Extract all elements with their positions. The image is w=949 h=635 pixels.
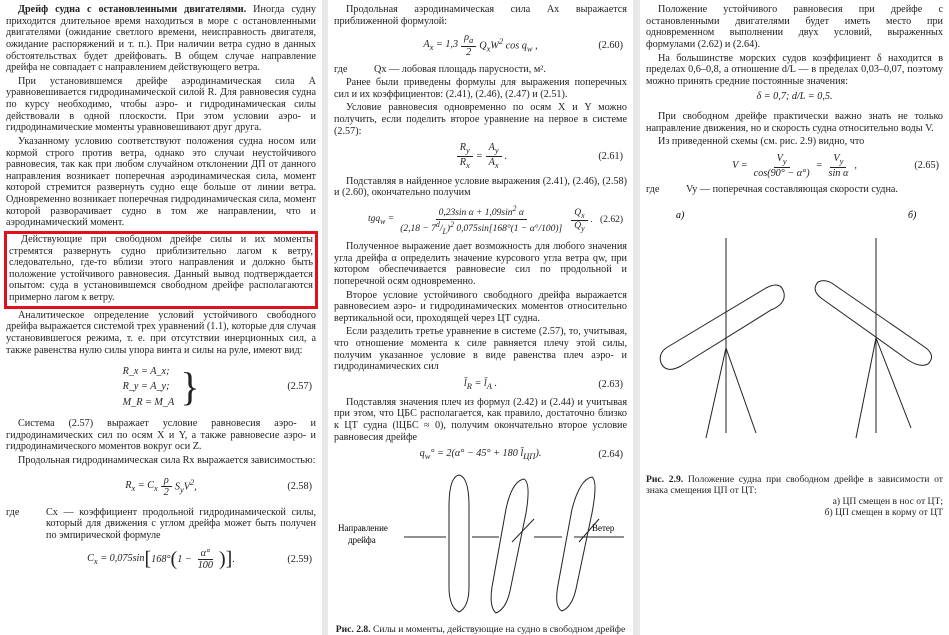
caption-text: Силы и моменты, действующие на судно в свободном дрейфе — [373, 623, 626, 635]
velocity-vector-a — [706, 348, 726, 438]
paragraph: Полученное выражение дает возможность для любого значения угла дрейфа α определить значение курсового угла ветра qw, при котором обеспечивается равновесие сил по продольной и поперечной осям одновременно. — [334, 241, 627, 287]
velocity-vector-b — [856, 338, 876, 438]
paragraph: Продольная гидродинамическая сила Rx выражается зависимостью: — [18, 454, 316, 466]
paragraph: Подставляя в найденное условие выражения (2.41), (2.46), (2.58) и (2.60), окончательно получим — [334, 175, 627, 199]
equation-2-63: $l̄_R$ = $l̄_A$ . (2.63) — [463, 377, 623, 391]
ship-hull-1 — [449, 475, 469, 612]
where-clause — [334, 64, 627, 76]
equation-number: (2.62) — [600, 214, 623, 225]
equation-number: (2.60) — [598, 39, 623, 51]
equation-2-62: tgq$_w$ = $\frac{0,23\sin \alpha + 1,09\sin^2 \alpha}{(2,18 - 7^d/_L)^2 0,075\sin[168^\circ(1 - \alpha^\circ/100)]}$ $\frac{Q_x}{Q_y}$ . (2.62) — [367, 204, 623, 237]
page-right — [640, 0, 949, 635]
where-word: где — [646, 184, 660, 196]
where-text: Cx — коэффициент продольной гидродинамической силы, который для движения с углом дрейфа может быть получен по эмпирической формуле — [46, 506, 316, 542]
equation-number: (2.63) — [598, 379, 623, 390]
equation-number: (2.65) — [914, 160, 939, 172]
ship-a — [660, 285, 784, 369]
equation-2-65: V = $\frac{V_y}{\cos(90^\circ - \alpha^\circ)}$ = $\frac{V_y}{\text{sin α}}$ , (2.65) — [732, 152, 939, 179]
ship-hull-3 — [557, 477, 595, 611]
paragraph: Указанному условию соответствуют положения судна носом или кормой строго против ветра, однако это случаи неустойчивого равновесия, так как при любом случайном отклонении ДП от данного направления возникает поперечная аэродинамическая сила, момент которой стремится развернуть судно еще больше от линии ветра. Одновременно возникает поперечная гидродинамическая сила, момент которой разворачивает судно в том же направлении, что и аэродинамический момент. — [6, 135, 316, 229]
figure-caption — [334, 625, 627, 635]
page-left — [0, 0, 322, 635]
highlighted-paragraph: Действующие при свободном дрейфе силы и их моменты стремятся развернуть судно приблизительно лагом к ветру, следовательно, где-то вблизи этого направления и должно быть положение устойчивого равновесия. Данный вывод подтверждается опытом: суда в установившемся свободном дрейфе располагаются примерно лагом к ветру. — [9, 233, 313, 303]
equation-2-60: $A_x = 1,3$ $\frac{\rho_a}{2}$ $Q_xW^2$ $\cos q_w$ , (2.60) — [423, 32, 623, 58]
velocity-vector-a — [726, 348, 756, 433]
equation-number: (2.57) — [287, 381, 312, 393]
where-word: где — [6, 506, 20, 518]
paragraph: Система (2.57) выражает условие равновесия аэро- и гидродинамических сил по осям X и Y, а также равновесие аэро- и гидродинамического моментов вокруг оси Z. — [6, 418, 316, 453]
force-arrow — [512, 519, 534, 542]
figure-caption — [646, 475, 943, 519]
where-clause — [646, 184, 943, 196]
paragraph: Условие равновесия одновременно по осям X и Y можно получить, если поделить второе уравнение на первое в системе (2.57): — [334, 102, 627, 137]
paragraph-intro — [6, 4, 316, 74]
paragraph: На большинстве морских судов коэффициент δ находится в пределах 0,6–0,8, а отношение d/L — в пределах 0,03–0,07, поэтому можно принять средние постоянные значения: — [646, 52, 943, 87]
brace: } — [180, 364, 200, 410]
caption-sub-b: б) ЦП смещен в корму от ЦТ — [824, 507, 943, 519]
constants-line: δ = 0,7; d/L = 0,5. — [756, 91, 833, 103]
caption-sub-a: а) ЦП смещен в нос от ЦТ; — [832, 496, 943, 508]
paragraph: Аналитическое определение условий устойчивого свободного дрейфа выражается системой трех уравнений (1.1), которые для случая установившегося режима, т. е. при отсутствии инерционных сил, а также равенства нулю силы упора винта и силы на руле, имеют вид: — [6, 309, 316, 356]
ship-hull-2 — [491, 479, 528, 613]
paragraph: Продольная аэродинамическая сила Ax выражается приближенной формулой: — [334, 4, 627, 27]
where-text: Qx — лобовая площадь парусности, м². — [374, 63, 546, 75]
caption-label: Рис. 2.9. — [646, 474, 684, 486]
section-title: Дрейф судна с остановленными двигателями. — [18, 4, 247, 15]
paragraph: Если разделить третье уравнение в системе (2.57), то, учитывая, что отношение момента к силе равняется плечу этой силы, получим указанное условие в виде равенства плеч аэро- и гидродинамических сил — [334, 326, 627, 373]
paragraph: Положение устойчивого равновесия при дрейфе с остановленными двигателями будет иметь место при одновременном выполнении двух условий, выраженных формулами (2.62) и (2.64). — [646, 4, 943, 50]
wind-label: Ветер — [592, 522, 615, 533]
equation-line: R_x = A_x; — [122, 366, 170, 378]
figure-2-9 — [646, 198, 943, 468]
equation-line: R_y = A_y; — [122, 381, 170, 393]
page-gap — [633, 0, 640, 635]
paragraph: Из приведенной схемы (см. рис. 2.9) видно, что — [658, 136, 865, 148]
where-text: Vy — поперечная составляющая скорости судна. — [686, 184, 898, 196]
caption-text: Положение судна при свободном дрейфе в зависимости от знака смещения ЦП от ЦТ: — [646, 474, 943, 497]
velocity-vector-b — [876, 338, 911, 428]
equation-number: (2.64) — [598, 449, 623, 461]
equation-2-58: $R_x = C_x$ $\frac{\rho}{2}$ $S_yV^2$, (2.58) — [125, 474, 312, 499]
equation-2-64: $q_w^\circ = 2(\alpha^\circ - 45^\circ + 180$ $l̄_{ЦП}$). (2.64) — [419, 448, 623, 462]
equation-2-59: $C_x = 0,075\sin$ [ 168° ( 1 − $\frac{\alpha^\circ}{100}$ )] . (2.59) — [87, 547, 312, 572]
equation-2-57 — [6, 364, 316, 410]
equation-line: M_R = M_A — [122, 396, 175, 408]
drift-direction-label: дрейфа — [348, 534, 376, 545]
equation-2-61: $\frac{R_y}{R_x}$ = $\frac{A_y}{A_x}$ . (2.61) — [334, 142, 627, 170]
figure-2-8 — [334, 467, 627, 617]
paragraph: При установившемся дрейфе аэродинамическая сила A уравновешивается гидродинамической силой R. Для равновесия судна по курсу необходимо, чтобы аэро- и гидродинамическая силы действовали в одной плоскости. При этом условии аэро- и гидродинамические моменты уравновешивают друг друга. — [6, 75, 316, 134]
paragraph-text: Иногда судну приходится длительное время находиться в море с остановленными двигателями (ожидание светлого времени, неисправность двигателя, ожидание распоряжений и т. п.). При наличии ветра судно в данных обстоятельствах будет дрейфовать. В общем случае направление дрейфа не совпадает с направлением действующего ветра. — [6, 4, 316, 74]
where-clause — [6, 507, 316, 542]
equation-number: (2.61) — [598, 150, 623, 162]
equation-number: (2.58) — [287, 480, 312, 492]
subfigure-label-b: б) — [908, 209, 917, 221]
paragraph: Подставляя значения плеч из формул (2.42) и (2.44) и учитывая при этом, что ЦБС располагается, как правило, достаточно близко к ЦТ судна (lЦБС ≈ 0), получим окончательно второе условие равновесия дрейфе — [334, 396, 627, 443]
equation-number: (2.59) — [287, 553, 312, 565]
paragraph: При свободном дрейфе практически важно знать не только направление движения, но и скорость судна относительно воды V. — [646, 111, 943, 134]
paragraph: Ранее были приведены формулы для выражения поперечных сил и их коэффициентов: (2.41), (2.46), (2.47) и (2.51). — [334, 77, 627, 100]
paragraph: Второе условие устойчивого свободного дрейфа выражается равновесием аэро- и гидродинамических моментов относительно вертикальной оси, проходящей через ЦТ судна. — [334, 289, 627, 324]
page-middle — [328, 0, 633, 635]
highlight-box — [4, 231, 318, 309]
caption-label: Рис. 2.8. — [335, 623, 371, 635]
drift-direction-label: Направление — [338, 522, 388, 533]
subfigure-label-a: а) — [676, 209, 685, 221]
where-word: где — [334, 63, 348, 75]
